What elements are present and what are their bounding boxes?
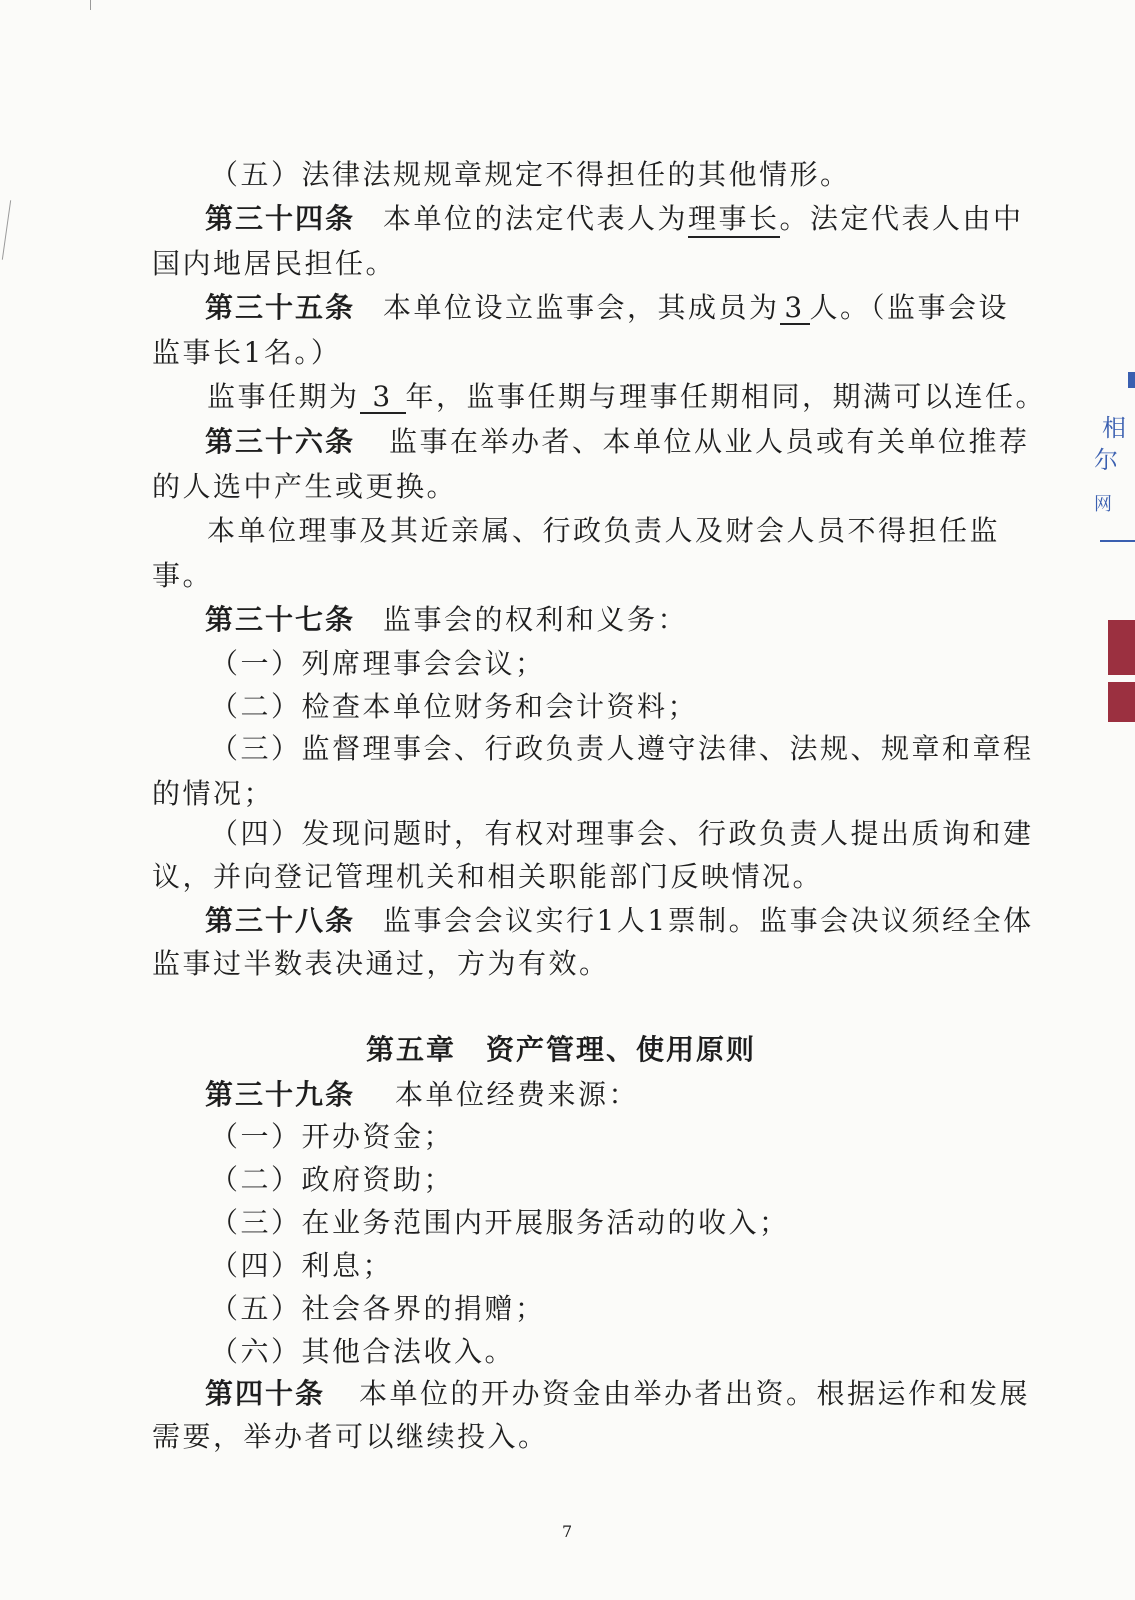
article-39-text: 本单位经费来源： <box>395 1078 640 1111</box>
article-34-line-2: 国内地居民担任。 <box>152 247 397 280</box>
article-39-line <box>205 1078 639 1112</box>
article-37-item-4-line-2: 议，并向登记管理机关和相关职能部门反映情况。 <box>152 860 824 893</box>
article-35-text-a: 本单位设立监事会，其成员为 <box>383 291 780 324</box>
article-36-line-2: 的人选中产生或更换。 <box>152 470 458 503</box>
article-37-item-2: （二）检查本单位财务和会计资料； <box>210 690 699 723</box>
article-39-item-6: （六）其他合法收入。 <box>210 1335 516 1368</box>
article-40-line-2: 需要，举办者可以继续投入。 <box>152 1420 549 1453</box>
article-37-item-3-line-2: 的情况； <box>152 777 275 810</box>
stamp-fragment-char: 相 <box>1102 414 1126 442</box>
stamp-fragment-char: 尔 <box>1094 446 1118 474</box>
article-34-underlined: 理事长 <box>688 202 780 238</box>
article-37-heading: 第三十七条 <box>205 603 356 636</box>
stamp-fragment-mark <box>1100 540 1135 542</box>
article-37-item-4-line-1: （四）发现问题时，有权对理事会、行政负责人提出质询和建 <box>210 817 1034 850</box>
article-37-text: 监事会的权利和义务： <box>383 603 689 636</box>
scan-edge-mark <box>2 200 11 260</box>
term-text-b: 年，监事任期与理事任期相同，期满可以连任。 <box>405 380 1047 413</box>
article-39-item-2: （二）政府资助； <box>210 1163 455 1196</box>
article-35-heading: 第三十五条 <box>205 291 356 324</box>
article-39-heading: 第三十九条 <box>205 1078 356 1111</box>
article-35-line-2: 监事长1名。） <box>152 336 342 369</box>
chapter-5-title: 第五章 资产管理、使用原则 <box>366 1033 757 1066</box>
term-years: 3 <box>360 382 406 414</box>
article-37-item-1: （一）列席理事会会议； <box>210 647 546 680</box>
stamp-fragment-mark <box>1128 372 1135 388</box>
term-text-a: 监事任期为 <box>207 380 360 413</box>
scan-edge-mark <box>90 0 91 10</box>
article-34-heading: 第三十四条 <box>205 202 356 235</box>
article-39-item-1: （一）开办资金； <box>210 1120 455 1153</box>
article-37-line <box>205 603 688 637</box>
paragraph-36-line-2: 事。 <box>152 559 214 592</box>
article-39-item-4: （四）利息； <box>210 1249 394 1282</box>
article-34-text-a: 本单位的法定代表人为 <box>383 202 689 235</box>
article-35-text-b: 人。（监事会设 <box>809 291 1010 324</box>
paragraph-36-line-1: 本单位理事及其近亲属、行政负责人及财会人员不得担任监 <box>207 514 1001 547</box>
article-40-heading: 第四十条 <box>205 1377 326 1410</box>
article-36-heading: 第三十六条 <box>205 425 356 458</box>
article-38-text-a: 监事会会议实行1人1票制。监事会决议须经全体 <box>383 904 1034 937</box>
article-40-line-1 <box>205 1377 1030 1411</box>
article-36-line-1 <box>205 425 1030 459</box>
article-34-text-b: 。法定代表人由中 <box>779 202 1024 235</box>
item-5-line: （五）法律法规规章规定不得担任的其他情形。 <box>210 158 851 191</box>
stamp-fragment-char: 网 <box>1094 494 1112 515</box>
article-35-line-1 <box>205 291 1009 325</box>
page-number: 7 <box>562 1522 573 1541</box>
term-line <box>207 380 1046 414</box>
article-35-member-count: 3 <box>780 293 810 325</box>
article-36-text-a: 监事在举办者、本单位从业人员或有关单位推荐 <box>389 425 1030 458</box>
article-39-item-5: （五）社会各界的捐赠； <box>210 1292 546 1325</box>
article-38-heading: 第三十八条 <box>205 904 356 937</box>
article-38-line-2: 监事过半数表决通过，方为有效。 <box>152 947 610 980</box>
article-38-line-1 <box>205 904 1034 938</box>
article-40-text-a: 本单位的开办资金由举办者出资。根据运作和发展 <box>359 1377 1031 1410</box>
article-37-item-3-line-1: （三）监督理事会、行政负责人遵守法律、法规、规章和章程 <box>210 732 1034 765</box>
stamp-fragment-mark <box>1108 682 1135 722</box>
stamp-fragment-mark <box>1108 620 1135 675</box>
article-39-item-3: （三）在业务范围内开展服务活动的收入； <box>210 1206 790 1239</box>
article-34-line-1 <box>205 202 1024 236</box>
